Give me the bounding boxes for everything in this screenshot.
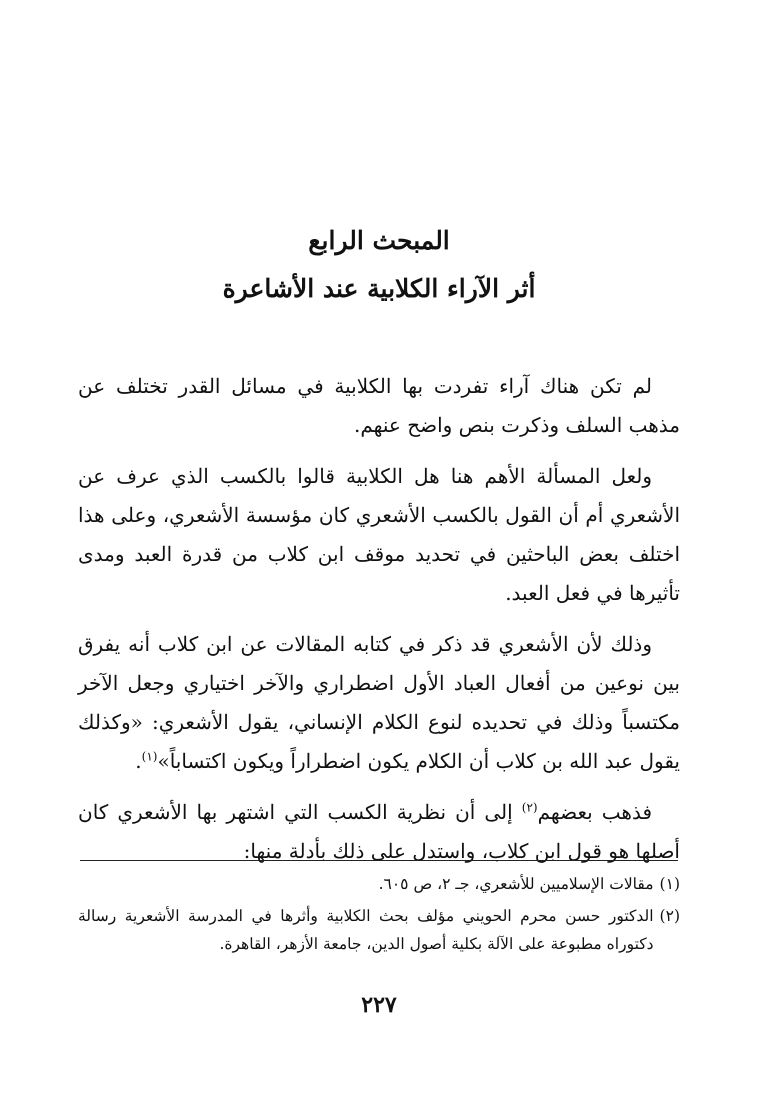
- footnote: [78, 902, 680, 958]
- footnotes: [78, 870, 680, 962]
- section-heading: المبحث الرابع: [308, 226, 450, 255]
- footnote-number: (٢): [659, 907, 680, 925]
- body-text: [78, 367, 680, 883]
- footnote-text: الدكتور حسن محرم الحويني مؤلف بحث الكلابية وأثرها في المدرسة الأشعرية رسالة دكتوراه مطبوعة على الآلة بكلية أصول الدين، جامعة الأزهر، القاهرة.: [78, 907, 654, 953]
- paragraph-text: وذلك لأن الأشعري قد ذكر في كتابه المقالات عن ابن كلاب أنه يفرق بين نوعين من أفعال العباد الأول اضطراري والآخر اختياري وجعل الآخر مكتسباً وذلك في تحديده لنوع الكلام الإنساني، يقول الأشعري: «وكذلك يقول عبد الله بن كلاب أن الكلام يكون اضطراراً ويكون اكتساباً»: [78, 632, 681, 773]
- section-title: أثر الآراء الكلابية عند الأشاعرة: [222, 274, 536, 303]
- paragraph: [78, 367, 680, 445]
- paragraph-text-after: إلى أن نظرية الكسب التي اشتهر بها الأشعري كان أصلها هو قول ابن كلاب، واستدل على ذلك بأدلة منها:: [78, 800, 680, 863]
- paragraph: [78, 625, 680, 781]
- page-number: ٢٢٧: [361, 992, 397, 1018]
- paragraph-text: ولعل المسألة الأهم هنا هل الكلابية قالوا بالكسب الذي عرف عن الأشعري أم أن القول بالكسب الأشعري كان مؤسسة الأشعري، وعلى هذا اختلف بعض الباحثين في تحديد موقف ابن كلاب من قدرة العبد ومدى تأثيرها في فعل العبد.: [78, 464, 681, 605]
- footnote-ref: (١): [141, 749, 158, 764]
- paragraph-text-after: .: [135, 749, 142, 773]
- footnote-text: مقالات الإسلاميين للأشعري، جـ ٢، ص ٦٠٥.: [378, 875, 654, 893]
- footnote: [78, 870, 680, 898]
- footnote-ref: (٢): [521, 800, 538, 815]
- paragraph-text: لم تكن هناك آراء تفردت بها الكلابية في مسائل القدر تختلف عن مذهب السلف وذكرت بنص واضح عنهم.: [78, 374, 680, 437]
- paragraph-text: فذهب بعضهم: [537, 800, 653, 824]
- paragraph: [78, 457, 680, 613]
- footnote-divider: [80, 860, 678, 861]
- footnote-number: (١): [659, 875, 680, 893]
